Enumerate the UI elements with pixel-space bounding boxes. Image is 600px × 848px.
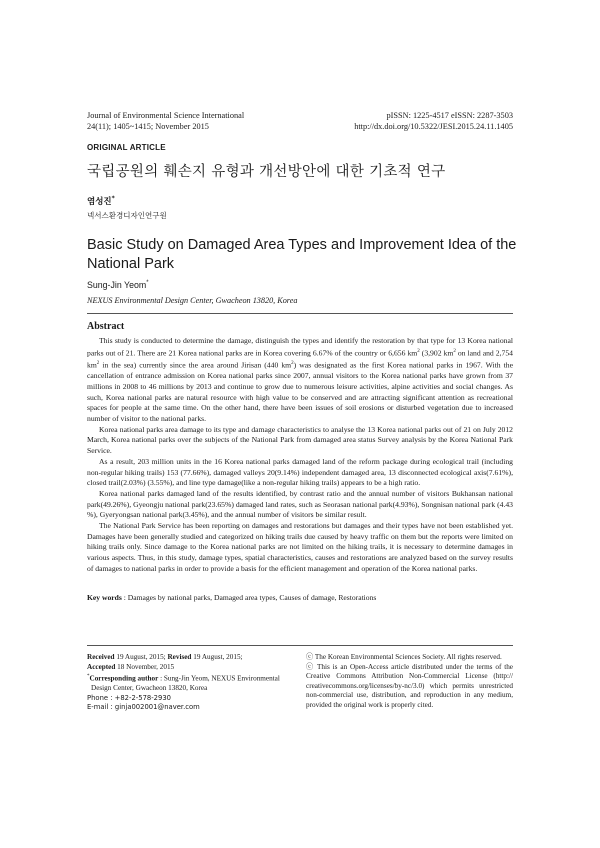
journal-name: Journal of Environmental Science International: [87, 111, 245, 120]
divider-top: [87, 313, 513, 314]
copyright: ⓒ The Korean Environmental Sciences Society. All rights reserved.: [306, 653, 502, 661]
phone: Phone : +82-2-578-2930: [87, 693, 171, 702]
corr-address: Design Center, Gwacheon 13820, Korea: [91, 684, 208, 693]
accepted-label: Accepted: [87, 662, 116, 671]
accepted-line: [87, 663, 299, 673]
superscript: 2: [291, 360, 294, 366]
corresponding-author: [87, 672, 299, 684]
superscript: 2: [453, 348, 456, 354]
abstract-paragraph: As a result, 203 million units in the 16 Korea national parks damaged land of the reform package during ecological trail (including non-regular hiking trails) 153 (77.66%), damaged valleys 20(9.14%) independent damaged area, 13 disconnected ecological axis(7.61%), closed trail(2.03%) (3.55%), and line type damage(like a non-regular hiking trails) appears to be a high ratio.: [87, 456, 513, 488]
abstract-text: (3,902 km: [419, 348, 454, 358]
abstract-text: on land and 2,754 km: [87, 348, 513, 370]
english-author-mark: *: [146, 280, 149, 287]
abstract-text: in the sea) currently since the area around Jirisan (440 km: [99, 360, 292, 370]
superscript: 2: [417, 348, 420, 354]
abstract-paragraph: Korea national parks area damage to its type and damage characteristics to analyse the 13 Korea national parks out of 21 on July 2012 March, Korea national parks over the subjects of the National Park from damaged area status Survey analysis by the Korea National Park Service.: [87, 424, 513, 456]
article-history: [87, 653, 299, 713]
doi-link[interactable]: http://dx.doi.org/10.5322/JESI.2015.24.11.1405: [354, 122, 513, 131]
license-info: [306, 653, 513, 711]
english-author-name: Sung-Jin Yeom: [87, 280, 147, 290]
divider-bottom: [87, 645, 513, 646]
journal-header-left: [87, 110, 244, 132]
email[interactable]: E-mail : ginja002001@naver.com: [87, 703, 200, 712]
issn: pISSN: 1225-4517 eISSN: 2287-3503: [386, 111, 513, 120]
korean-author: [87, 195, 115, 207]
received-line: [87, 653, 299, 663]
superscript: 2: [96, 360, 100, 366]
abstract-paragraph: Korea national parks damaged land of the results identified, by contrast ratio and the annual number of visitors Bukhansan national park(49.26%), Gyeongju national park(23.65%) damaged land rates, such as Seorasan national park(4.93%), Songnisan national park (4.43 %), Gyeryongsan national park(3.45%), and the annual number of visitors be similar result.: [87, 488, 513, 520]
keywords: [87, 593, 513, 602]
abstract-heading: Abstract: [87, 321, 125, 332]
english-affiliation: NEXUS Environmental Design Center, Gwacheon 13820, Korea: [87, 296, 298, 305]
abstract-text: ) was designated as the first Korea national parks in 1967. With the cancellation of entrance admission on Korea national parks since 2007, annual visitors to the Korea national parks have grown from 37 millions in 2008 to 46 millions by 2013 and continue to grow due to numerous leisure activities, alpine activities and social changes. As such, Korea national parks are natural resource with high value to be conserved and are attracting significant attention as recreational spaces for people at the same time. On the other hand, there have been issues of soil erosions or disturbed vegetation due to increased number of visitor to the national parks.: [87, 360, 513, 424]
korean-title: 국립공원의 훼손지 유형과 개선방안에 대한 기초적 연구: [87, 164, 446, 180]
revised-date: 19 August, 2015;: [191, 653, 243, 661]
english-title: Basic Study on Damaged Area Types and Improvement Idea of the National Park: [87, 237, 517, 272]
korean-author-name: 염성진: [87, 197, 112, 207]
corr-label: Corresponding author: [89, 674, 159, 683]
abstract-paragraph: [87, 336, 513, 425]
accepted-date: 18 November, 2015: [115, 662, 175, 671]
keywords-label: Key words: [87, 593, 122, 602]
journal-header-right: [354, 110, 513, 132]
license-text: ⓒ This is an Open-Access article distributed under the terms of the Creative Commons Attribution Non-Commercial License (http:// creativecommons.org/licenses/by-nc/3.0) which permits unrestricted non-commercial use, distribution, and reproduction in any medium, provided the original work is properly cited.: [306, 662, 513, 709]
received-label: Received: [87, 653, 115, 661]
korean-author-mark: *: [111, 195, 115, 203]
revised-label: Revised: [167, 653, 192, 661]
received-date: 19 August, 2015;: [114, 653, 168, 661]
abstract-paragraph: The National Park Service has been reporting on damages and restorations but damages and their types have not been established yet. Damages have been generally studied and categorized on hiking trails due caused by heavy traffic on them but the reports were limited on hiking trails only. Since damage to the Korea national parks are not limited on the hiking trails, it is necessary to determine damages in various aspects. Thus, in this study, damage types, spatial characteristics, causes and restorations are analyzed based on the survey results of damages to national parks in order to provide a basis for the efficient management and operation of the Korea national parks.: [87, 521, 513, 573]
english-author: [87, 280, 149, 290]
abstract-text: This study is conducted to determine the damage, distinguish the types and identify the restoration by that type for 13 Korea national parks out of 21. There are 21 Korea national parks are in Korea covering 6.67% of the country or 6,656 km: [87, 336, 513, 358]
corr-mark: *: [87, 674, 90, 680]
journal-volume: 24(11); 1405~1415; November 2015: [87, 122, 209, 131]
article-type: ORIGINAL ARTICLE: [87, 143, 166, 152]
keywords-text: : Damages by national parks, Damaged area types, Causes of damage, Restorations: [121, 593, 377, 602]
korean-affiliation: 넥서스환경디자인연구원: [87, 211, 167, 220]
corr-text: : Sung-Jin Yeom, NEXUS Environmental: [158, 674, 280, 683]
abstract-body: [87, 336, 513, 575]
